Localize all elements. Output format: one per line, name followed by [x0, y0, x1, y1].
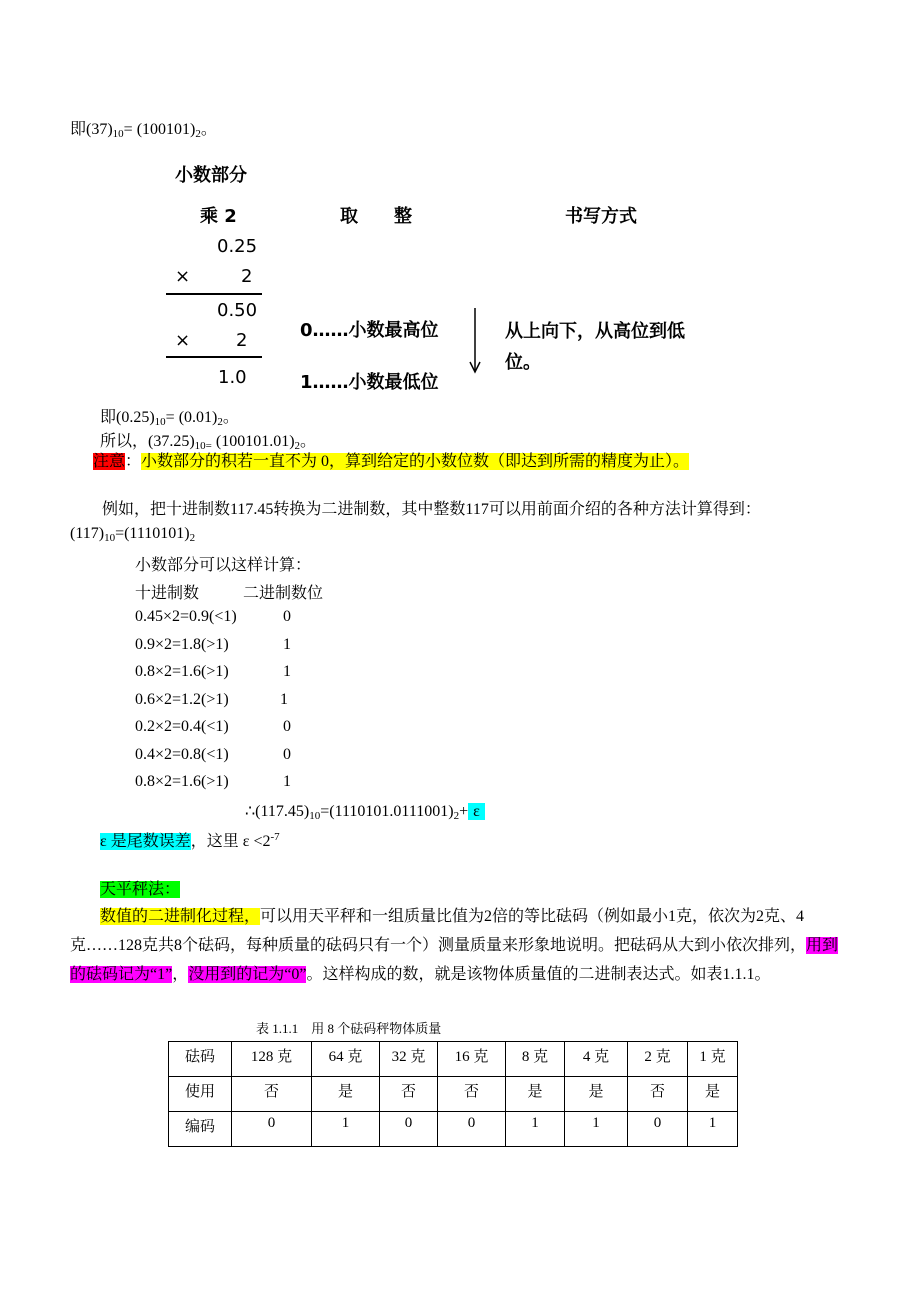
figure-col-take-integer: 取 整 — [340, 206, 412, 227]
table-cell: 是 — [565, 1077, 628, 1112]
figure-title: 小数部分 — [175, 165, 247, 186]
table-caption: 表 1.1.1 用 8 个砝码秤物体质量 — [256, 1021, 442, 1036]
calc-header-decimal: 十进制数 — [135, 585, 200, 602]
figure-multiplier-1: 2 — [241, 266, 253, 287]
calc-row-expr: 0.8×2=1.6(>1) — [135, 773, 229, 790]
table-cell: 是 — [688, 1077, 738, 1112]
table-cell: 2 克 — [628, 1042, 688, 1077]
figure-take-last: 1……小数最低位 — [300, 372, 439, 393]
figure-col-writing: 书写方式 — [565, 206, 637, 227]
table-row-label: 使用 — [169, 1077, 232, 1112]
figure-rule-1 — [166, 293, 262, 295]
calc-row-bit: 1 — [280, 691, 288, 708]
calc-row-bit: 0 — [283, 608, 291, 625]
example-paragraph: 例如，把十进制数117.45转换为二进制数，其中整数117可以用前面介绍的各种方法计算得到： — [102, 501, 761, 518]
figure-number-3: 1.0 — [218, 367, 247, 388]
calc-row-expr: 0.8×2=1.6(>1) — [135, 663, 229, 680]
conversion-37-line: 即$(37)_{10}= (100101)_2$。 — [70, 121, 217, 140]
table-cell: 否 — [232, 1077, 312, 1112]
balance-highlight-unused: 没用到的记为“0” — [188, 966, 307, 983]
table-cell: 1 — [506, 1112, 565, 1147]
table-cell: 1 — [565, 1112, 628, 1147]
calc-row-expr: 0.9×2=1.8(>1) — [135, 636, 229, 653]
figure-writing-note-2: 位。 — [505, 352, 541, 373]
figure-number-2: 0.50 — [217, 300, 258, 321]
table-cell: 是 — [312, 1077, 380, 1112]
figure-writing-note-1: 从上向下，从高位到低 — [505, 321, 685, 342]
balance-highlight-used: 用到的砝码记为“1” — [70, 937, 839, 983]
balance-paragraph: 数值的二进制化过程，可以用天平秤和一组质量比值为2倍的等比砝码（例如最小1克，依次为2克、4克……128克共8个砝码，每种质量的砝码只有一个）测量质量来形象地说明。把砝码从大到小依次排列，用到的砝码记为“1”，没用到的记为“0”。这样构成的数，就是该物体质量值的二进制表达式。如表1.1.1。 — [70, 908, 839, 983]
calc-row-bit: 0 — [283, 718, 291, 735]
calc-result-line: $\therefore(117.45)_{10}=(1110101.0111001)_2+ \varepsilon$ — [245, 801, 485, 822]
calc-row-expr: 0.45×2=0.9(<1) — [135, 608, 237, 625]
conversion-025-line: 即$(0.25)_{10}= (0.01)_2$。 — [100, 409, 239, 428]
table-row — [169, 1042, 738, 1077]
calc-row-bit: 1 — [283, 636, 291, 653]
weights-table — [168, 1041, 738, 1147]
figure-take-first: 0……小数最高位 — [300, 320, 439, 341]
table-cell: 0 — [380, 1112, 438, 1147]
calc-row-bit: 1 — [283, 663, 291, 680]
table-cell: 0 — [232, 1112, 312, 1147]
table-row-label: 编码 — [169, 1112, 232, 1147]
balance-highlight-1: 数值的二进制化过程， — [100, 908, 261, 925]
calc-row-bit: 0 — [283, 746, 291, 763]
example-integer-result: $(117)_{10}=(1110101)_2$ — [70, 525, 196, 544]
table-cell: 8 克 — [506, 1042, 565, 1077]
table-cell: 4 克 — [565, 1042, 628, 1077]
error-highlight: ε 是尾数误差 — [100, 833, 191, 850]
table-cell: 1 — [688, 1112, 738, 1147]
figure-number-1: 0.25 — [217, 236, 258, 257]
note-text: 小数部分的积若一直不为 0，算到给定的小数位数（即达到所需的精度为止）。 — [141, 453, 690, 470]
table-cell: 否 — [380, 1077, 438, 1112]
note-label: 注意 — [93, 453, 126, 470]
figure-multiplier-2: 2 — [236, 330, 248, 351]
calc-row-bit: 1 — [283, 773, 291, 790]
table-row — [169, 1077, 738, 1112]
table-cell: 是 — [506, 1077, 565, 1112]
calc-row-expr: 0.6×2=1.2(>1) — [135, 691, 229, 708]
epsilon-highlight: ε — [468, 803, 485, 820]
balance-title: 天平秤法： — [100, 881, 181, 898]
calc-header-binary: 二进制数位 — [243, 585, 324, 602]
calc-intro: 小数部分可以这样计算： — [135, 557, 312, 574]
table-cell: 0 — [438, 1112, 506, 1147]
conversion-3725-line: 所以，$(37.25)_{10=}$ $(100101.01)_2$。 — [100, 433, 317, 452]
table-cell: 1 — [312, 1112, 380, 1147]
table-cell: 否 — [438, 1077, 506, 1112]
table-cell: 1 克 — [688, 1042, 738, 1077]
calc-row-expr: 0.2×2=0.4(<1) — [135, 718, 229, 735]
figure-times-sign-1: × — [175, 266, 191, 287]
balance-title-line — [100, 876, 180, 899]
table-cell: 否 — [628, 1077, 688, 1112]
table-cell: 16 克 — [438, 1042, 506, 1077]
table-row-label: 砝码 — [169, 1042, 232, 1077]
figure-times-sign-2: × — [175, 330, 191, 351]
figure-col-multiply: 乘 2 — [200, 206, 237, 227]
down-arrow-icon — [466, 308, 484, 374]
table-cell: 64 克 — [312, 1042, 380, 1077]
table-cell: 128 克 — [232, 1042, 312, 1077]
calc-row-expr: 0.4×2=0.8(<1) — [135, 746, 229, 763]
table-cell: 0 — [628, 1112, 688, 1147]
figure-rule-2 — [166, 356, 262, 358]
table-cell: 32 克 — [380, 1042, 438, 1077]
error-line: ε 是尾数误差，这里 $\varepsilon <2^{-7}$ — [100, 831, 280, 850]
table-row — [169, 1112, 738, 1147]
note-line: 注意：小数部分的积若一直不为 0，算到给定的小数位数（即达到所需的精度为止）。 — [93, 453, 690, 470]
